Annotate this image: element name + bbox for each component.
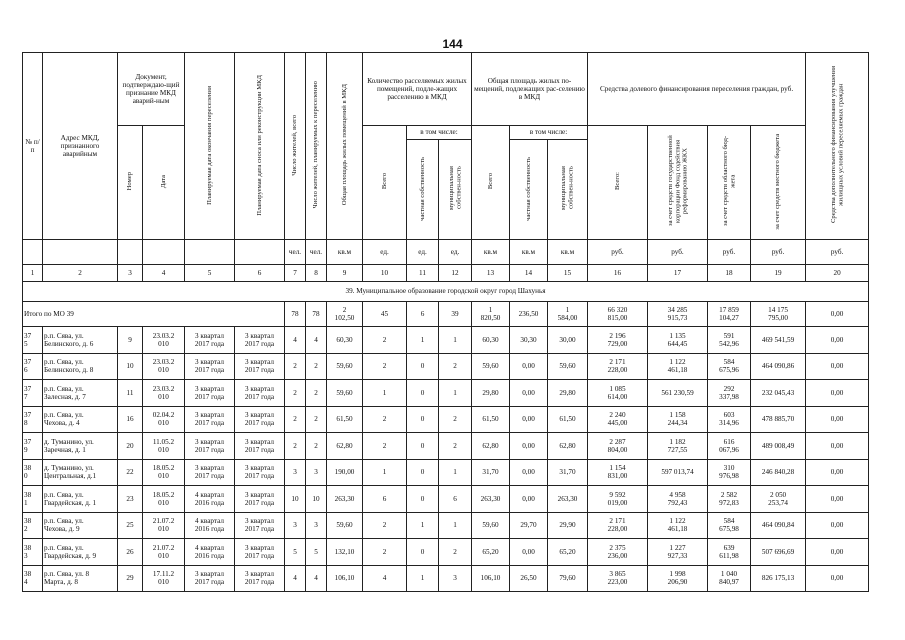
column-number-cell: 5 [185,265,235,282]
cell-end: 3 квартал 2017 года [185,565,235,592]
cell-c16: 2 171 228,00 [588,512,648,539]
cell-c15: 59,60 [548,353,588,380]
column-number-cell: 17 [648,265,708,282]
cell-addr: р.п. Сява, ул. Гвардейская, д. 9 [43,539,118,566]
header-count-municipal: муниципальная собствен-ность [439,140,472,240]
cell-c12: 2 [439,539,472,566]
cell-no: 37 9 [23,433,43,460]
cell-c7: 2 [285,380,306,407]
cell-c18: 1 040 840,97 [708,565,751,592]
cell-num: 23 [118,486,143,513]
cell-c19: 464 090,84 [751,512,806,539]
cell-c13: 65,20 [472,539,510,566]
cell-c9: 132,10 [327,539,363,566]
cell-num: 10 [118,353,143,380]
cell-c19: 246 840,28 [751,459,806,486]
cell-c13: 62,80 [472,433,510,460]
total-cell: 1 584,00 [548,302,588,327]
column-number-cell: 3 [118,265,143,282]
cell-c14: 0,00 [510,380,548,407]
cell-c7: 3 [285,459,306,486]
cell-c11: 0 [407,380,439,407]
cell-c10: 2 [363,433,407,460]
header-no: № п/ п [23,53,43,240]
cell-date: 23.03.2 010 [143,327,185,354]
cell-c8: 2 [306,353,327,380]
table-row [23,406,869,433]
cell-addr: р.п. Сява, ул. Белинского, д. 6 [43,327,118,354]
cell-dem: 3 квартал 2017 года [235,380,285,407]
cell-c11: 1 [407,327,439,354]
column-number-row [23,265,869,282]
header-count-private: частная собственность [407,140,439,240]
header-area-incl: в том числе: [510,126,588,140]
cell-addr: р.п. Сява, ул. 8 Марта, д. 8 [43,565,118,592]
cell-c18: 310 976,98 [708,459,751,486]
cell-c14: 29,70 [510,512,548,539]
cell-c8: 10 [306,486,327,513]
table-row [23,512,869,539]
header-area-group: Общая площадь жилых по-мещений, подлежащих рас-селению в МКД [472,53,588,126]
cell-c11: 0 [407,433,439,460]
total-cell: 78 [306,302,327,327]
cell-no: 38 0 [23,459,43,486]
total-cell: 1 820,50 [472,302,510,327]
cell-c15: 29,90 [548,512,588,539]
unit-cell: ед. [407,240,439,265]
cell-end: 3 квартал 2017 года [185,433,235,460]
cell-no: 37 5 [23,327,43,354]
cell-date: 21.07.2 010 [143,539,185,566]
total-row [23,302,869,327]
cell-c13: 61,50 [472,406,510,433]
column-number-cell: 10 [363,265,407,282]
header-area-private: частная собственность [510,140,548,240]
cell-c8: 4 [306,565,327,592]
cell-end: 3 квартал 2017 года [185,327,235,354]
cell-c17: 561 230,59 [648,380,708,407]
cell-c11: 0 [407,486,439,513]
header-fin-local: за счет средств местного бюджета [751,126,806,240]
cell-c15: 31,70 [548,459,588,486]
cell-dem: 3 квартал 2017 года [235,486,285,513]
cell-num: 29 [118,565,143,592]
cell-c20: 0,00 [806,380,869,407]
table-row [23,565,869,592]
cell-dem: 3 квартал 2017 года [235,539,285,566]
cell-addr: д. Туманино, ул. Центральная, д.1 [43,459,118,486]
header-fin-total: Всего: [588,126,648,240]
total-label: Итого по МО 39 [23,302,285,327]
cell-c7: 10 [285,486,306,513]
cell-c7: 4 [285,565,306,592]
cell-c11: 0 [407,353,439,380]
cell-no: 38 2 [23,512,43,539]
total-cell: 0,00 [806,302,869,327]
cell-c7: 2 [285,353,306,380]
cell-c17: 1 158 244,34 [648,406,708,433]
cell-c17: 1 182 727,55 [648,433,708,460]
header-total-area: Общая площадь жилых помещений в МКД [327,53,363,240]
cell-dem: 3 квартал 2017 года [235,565,285,592]
column-number-cell: 19 [751,265,806,282]
cell-c8: 4 [306,327,327,354]
cell-c10: 2 [363,327,407,354]
cell-c13: 59,60 [472,353,510,380]
cell-c16: 2 196 729,00 [588,327,648,354]
cell-c20: 0,00 [806,539,869,566]
header-count-group: Количество расселяемых жилых помещений, подле-жащих расселению в МКД [363,53,472,126]
total-cell: 78 [285,302,306,327]
cell-c10: 2 [363,539,407,566]
cell-c9: 106,10 [327,565,363,592]
cell-c7: 2 [285,406,306,433]
cell-c12: 1 [439,380,472,407]
cell-addr: р.п. Сява, ул. Белинского, д. 8 [43,353,118,380]
header-residents-planned: Число жителей, планируемых к переселению [306,53,327,240]
cell-c9: 59,60 [327,353,363,380]
cell-dem: 3 квартал 2017 года [235,433,285,460]
cell-c13: 60,30 [472,327,510,354]
column-number-cell: 20 [806,265,869,282]
cell-c13: 263,30 [472,486,510,513]
cell-num: 25 [118,512,143,539]
cell-no: 37 6 [23,353,43,380]
cell-c12: 6 [439,486,472,513]
cell-addr: р.п. Сява, ул. Чехова, д. 9 [43,512,118,539]
cell-date: 18.05.2 010 [143,459,185,486]
cell-c10: 4 [363,565,407,592]
cell-c16: 2 287 804,00 [588,433,648,460]
cell-c20: 0,00 [806,433,869,460]
cell-c8: 3 [306,459,327,486]
cell-end: 4 квартал 2016 года [185,512,235,539]
cell-c17: 597 013,74 [648,459,708,486]
section-title: 39. Муниципальное образование городской округ город Шахунья [23,282,869,302]
cell-c8: 2 [306,406,327,433]
cell-c16: 3 865 223,00 [588,565,648,592]
cell-c19: 489 008,49 [751,433,806,460]
cell-c14: 26,50 [510,565,548,592]
cell-addr: р.п. Сява, ул. Чехова, д. 4 [43,406,118,433]
cell-addr: д. Туманино, ул. Заречная, д. 1 [43,433,118,460]
cell-c20: 0,00 [806,512,869,539]
table-row [23,433,869,460]
page-number: 144 [442,37,463,51]
cell-c19: 2 050 253,74 [751,486,806,513]
cell-c18: 584 675,96 [708,353,751,380]
cell-c9: 62,80 [327,433,363,460]
cell-c15: 29,80 [548,380,588,407]
cell-num: 16 [118,406,143,433]
cell-c7: 2 [285,433,306,460]
cell-dem: 3 квартал 2017 года [235,327,285,354]
unit-cell: чел. [306,240,327,265]
total-cell: 2 102,50 [327,302,363,327]
cell-c14: 0,00 [510,353,548,380]
column-number-cell: 8 [306,265,327,282]
cell-dem: 3 квартал 2017 года [235,406,285,433]
header-residents-total: Число жителей, всего [285,53,306,240]
cell-c11: 1 [407,565,439,592]
cell-c20: 0,00 [806,353,869,380]
cell-c14: 0,00 [510,459,548,486]
column-number-cell: 18 [708,265,751,282]
cell-c12: 2 [439,353,472,380]
units-row [23,240,869,265]
header-count-incl: в том числе: [407,126,472,140]
cell-no: 38 4 [23,565,43,592]
header-planned-demolish: Планируемая дата сноса или реконструкции МКД [235,53,285,240]
column-number-cell: 9 [327,265,363,282]
cell-addr: р.п. Сява, ул. Залесная, д. 7 [43,380,118,407]
cell-c14: 0,00 [510,433,548,460]
cell-c14: 0,00 [510,406,548,433]
cell-c8: 2 [306,380,327,407]
unit-cell: ед. [363,240,407,265]
column-number-cell: 4 [143,265,185,282]
cell-num: 26 [118,539,143,566]
cell-c17: 1 227 927,33 [648,539,708,566]
table-row [23,327,869,354]
header-area-total: Всего [472,126,510,240]
cell-date: 23.03.2 010 [143,353,185,380]
table-row [23,353,869,380]
cell-c16: 2 375 236,00 [588,539,648,566]
cell-date: 02.04.2 010 [143,406,185,433]
column-number-cell: 13 [472,265,510,282]
cell-c9: 190,00 [327,459,363,486]
total-cell: 45 [363,302,407,327]
cell-c16: 1 085 614,00 [588,380,648,407]
header-document: Документ, подтверждаю-щий признание МКД аварий-ным [118,53,185,126]
cell-c10: 2 [363,406,407,433]
cell-c18: 591 542,96 [708,327,751,354]
cell-addr: р.п. Сява, ул. Гвардейская, д. 1 [43,486,118,513]
header-count-total: Всего [363,126,407,240]
cell-c10: 1 [363,380,407,407]
cell-no: 37 7 [23,380,43,407]
cell-c17: 4 958 792,43 [648,486,708,513]
cell-c19: 478 885,70 [751,406,806,433]
cell-c12: 1 [439,327,472,354]
cell-c9: 60,30 [327,327,363,354]
cell-c12: 1 [439,459,472,486]
cell-c11: 0 [407,406,439,433]
cell-c18: 584 675,98 [708,512,751,539]
cell-end: 4 квартал 2016 года [185,486,235,513]
column-number-cell: 11 [407,265,439,282]
cell-c16: 1 154 831,00 [588,459,648,486]
cell-c15: 61,50 [548,406,588,433]
cell-c19: 826 175,13 [751,565,806,592]
cell-c17: 1 122 461,18 [648,512,708,539]
cell-c20: 0,00 [806,406,869,433]
cell-c18: 292 337,98 [708,380,751,407]
cell-c11: 0 [407,459,439,486]
cell-c9: 59,60 [327,380,363,407]
cell-c15: 62,80 [548,433,588,460]
cell-c20: 0,00 [806,327,869,354]
unit-cell: чел. [285,240,306,265]
unit-cell: кв.м [548,240,588,265]
table-row [23,539,869,566]
unit-cell: руб. [751,240,806,265]
cell-c15: 30,00 [548,327,588,354]
total-cell: 66 320 815,00 [588,302,648,327]
cell-c20: 0,00 [806,565,869,592]
cell-c15: 65,20 [548,539,588,566]
total-cell: 39 [439,302,472,327]
unit-cell: кв.м [510,240,548,265]
cell-c13: 29,80 [472,380,510,407]
cell-c10: 6 [363,486,407,513]
table-row [23,459,869,486]
cell-c20: 0,00 [806,459,869,486]
cell-c17: 1 122 461,18 [648,353,708,380]
header-address: Адрес МКД, признанного аварийным [43,53,118,240]
cell-c8: 2 [306,433,327,460]
total-cell: 34 285 915,73 [648,302,708,327]
cell-c14: 0,00 [510,539,548,566]
cell-date: 21.07.2 010 [143,512,185,539]
cell-c16: 2 171 228,00 [588,353,648,380]
column-number-cell: 12 [439,265,472,282]
cell-date: 17.11.2 010 [143,565,185,592]
cell-end: 3 квартал 2017 года [185,380,235,407]
unit-cell: руб. [806,240,869,265]
unit-cell: ед. [439,240,472,265]
unit-cell: руб. [648,240,708,265]
cell-c16: 9 592 019,00 [588,486,648,513]
header-area-municipal: муниципальная собствен-ность [548,140,588,240]
column-number-cell: 2 [43,265,118,282]
cell-num: 9 [118,327,143,354]
cell-c18: 639 611,98 [708,539,751,566]
table-row [23,380,869,407]
cell-end: 4 квартал 2016 года [185,539,235,566]
table-row [23,486,869,513]
cell-c19: 464 090,86 [751,353,806,380]
unit-cell: руб. [588,240,648,265]
total-cell: 236,50 [510,302,548,327]
cell-end: 3 квартал 2017 года [185,459,235,486]
cell-c8: 3 [306,512,327,539]
header-fin-region: за счет средств областного бюд-жета [708,126,751,240]
cell-c17: 1 998 206,90 [648,565,708,592]
column-number-cell: 15 [548,265,588,282]
unit-cell: кв.м [472,240,510,265]
cell-c8: 5 [306,539,327,566]
unit-cell: руб. [708,240,751,265]
cell-c17: 1 135 644,45 [648,327,708,354]
total-cell: 6 [407,302,439,327]
cell-no: 38 3 [23,539,43,566]
cell-c19: 469 541,59 [751,327,806,354]
header-doc-date: Дата [143,126,185,240]
cell-num: 22 [118,459,143,486]
cell-c12: 2 [439,406,472,433]
header-doc-number: Номер [118,126,143,240]
cell-date: 11.05.2 010 [143,433,185,460]
column-number-cell: 7 [285,265,306,282]
cell-no: 37 8 [23,406,43,433]
cell-c14: 0,00 [510,486,548,513]
cell-c12: 3 [439,565,472,592]
cell-c7: 5 [285,539,306,566]
cell-c18: 616 067,96 [708,433,751,460]
cell-c14: 30,30 [510,327,548,354]
cell-c13: 106,10 [472,565,510,592]
column-number-cell: 14 [510,265,548,282]
cell-end: 3 квартал 2017 года [185,406,235,433]
header-additional: Средства дополнительного финансирования улучшения жилищных условий переселяемых граждан [806,53,869,240]
unit-cell: кв.м [327,240,363,265]
cell-num: 11 [118,380,143,407]
cell-c10: 2 [363,512,407,539]
cell-c18: 603 314,96 [708,406,751,433]
cell-date: 23.03.2 010 [143,380,185,407]
cell-c7: 3 [285,512,306,539]
cell-c15: 263,30 [548,486,588,513]
cell-c15: 79,60 [548,565,588,592]
cell-c11: 1 [407,512,439,539]
cell-c11: 0 [407,539,439,566]
header-fin-fund: за счет средств государственной корпорации Фонд содействия реформированию ЖКХ [648,126,708,240]
header-finance-group: Средства долевого финансирования переселения граждан, руб. [588,53,806,126]
cell-c12: 1 [439,512,472,539]
cell-dem: 3 квартал 2017 года [235,512,285,539]
cell-c12: 2 [439,433,472,460]
cell-dem: 3 квартал 2017 года [235,459,285,486]
cell-c9: 61,50 [327,406,363,433]
cell-date: 18.05.2 010 [143,486,185,513]
cell-c9: 59,60 [327,512,363,539]
cell-c10: 2 [363,353,407,380]
resettlement-table [22,52,869,592]
header-planned-end: Планируемая дата окончания переселения [185,53,235,240]
cell-c16: 2 240 445,00 [588,406,648,433]
cell-c13: 59,60 [472,512,510,539]
cell-end: 3 квартал 2017 года [185,353,235,380]
cell-c19: 507 696,69 [751,539,806,566]
cell-c13: 31,70 [472,459,510,486]
column-number-cell: 6 [235,265,285,282]
cell-dem: 3 квартал 2017 года [235,353,285,380]
cell-no: 38 1 [23,486,43,513]
cell-c9: 263,30 [327,486,363,513]
column-number-cell: 16 [588,265,648,282]
cell-c20: 0,00 [806,486,869,513]
total-cell: 14 175 795,00 [751,302,806,327]
cell-num: 20 [118,433,143,460]
total-cell: 17 859 104,27 [708,302,751,327]
cell-c7: 4 [285,327,306,354]
column-number-cell: 1 [23,265,43,282]
cell-c10: 1 [363,459,407,486]
cell-c19: 232 045,43 [751,380,806,407]
cell-c18: 2 582 972,83 [708,486,751,513]
